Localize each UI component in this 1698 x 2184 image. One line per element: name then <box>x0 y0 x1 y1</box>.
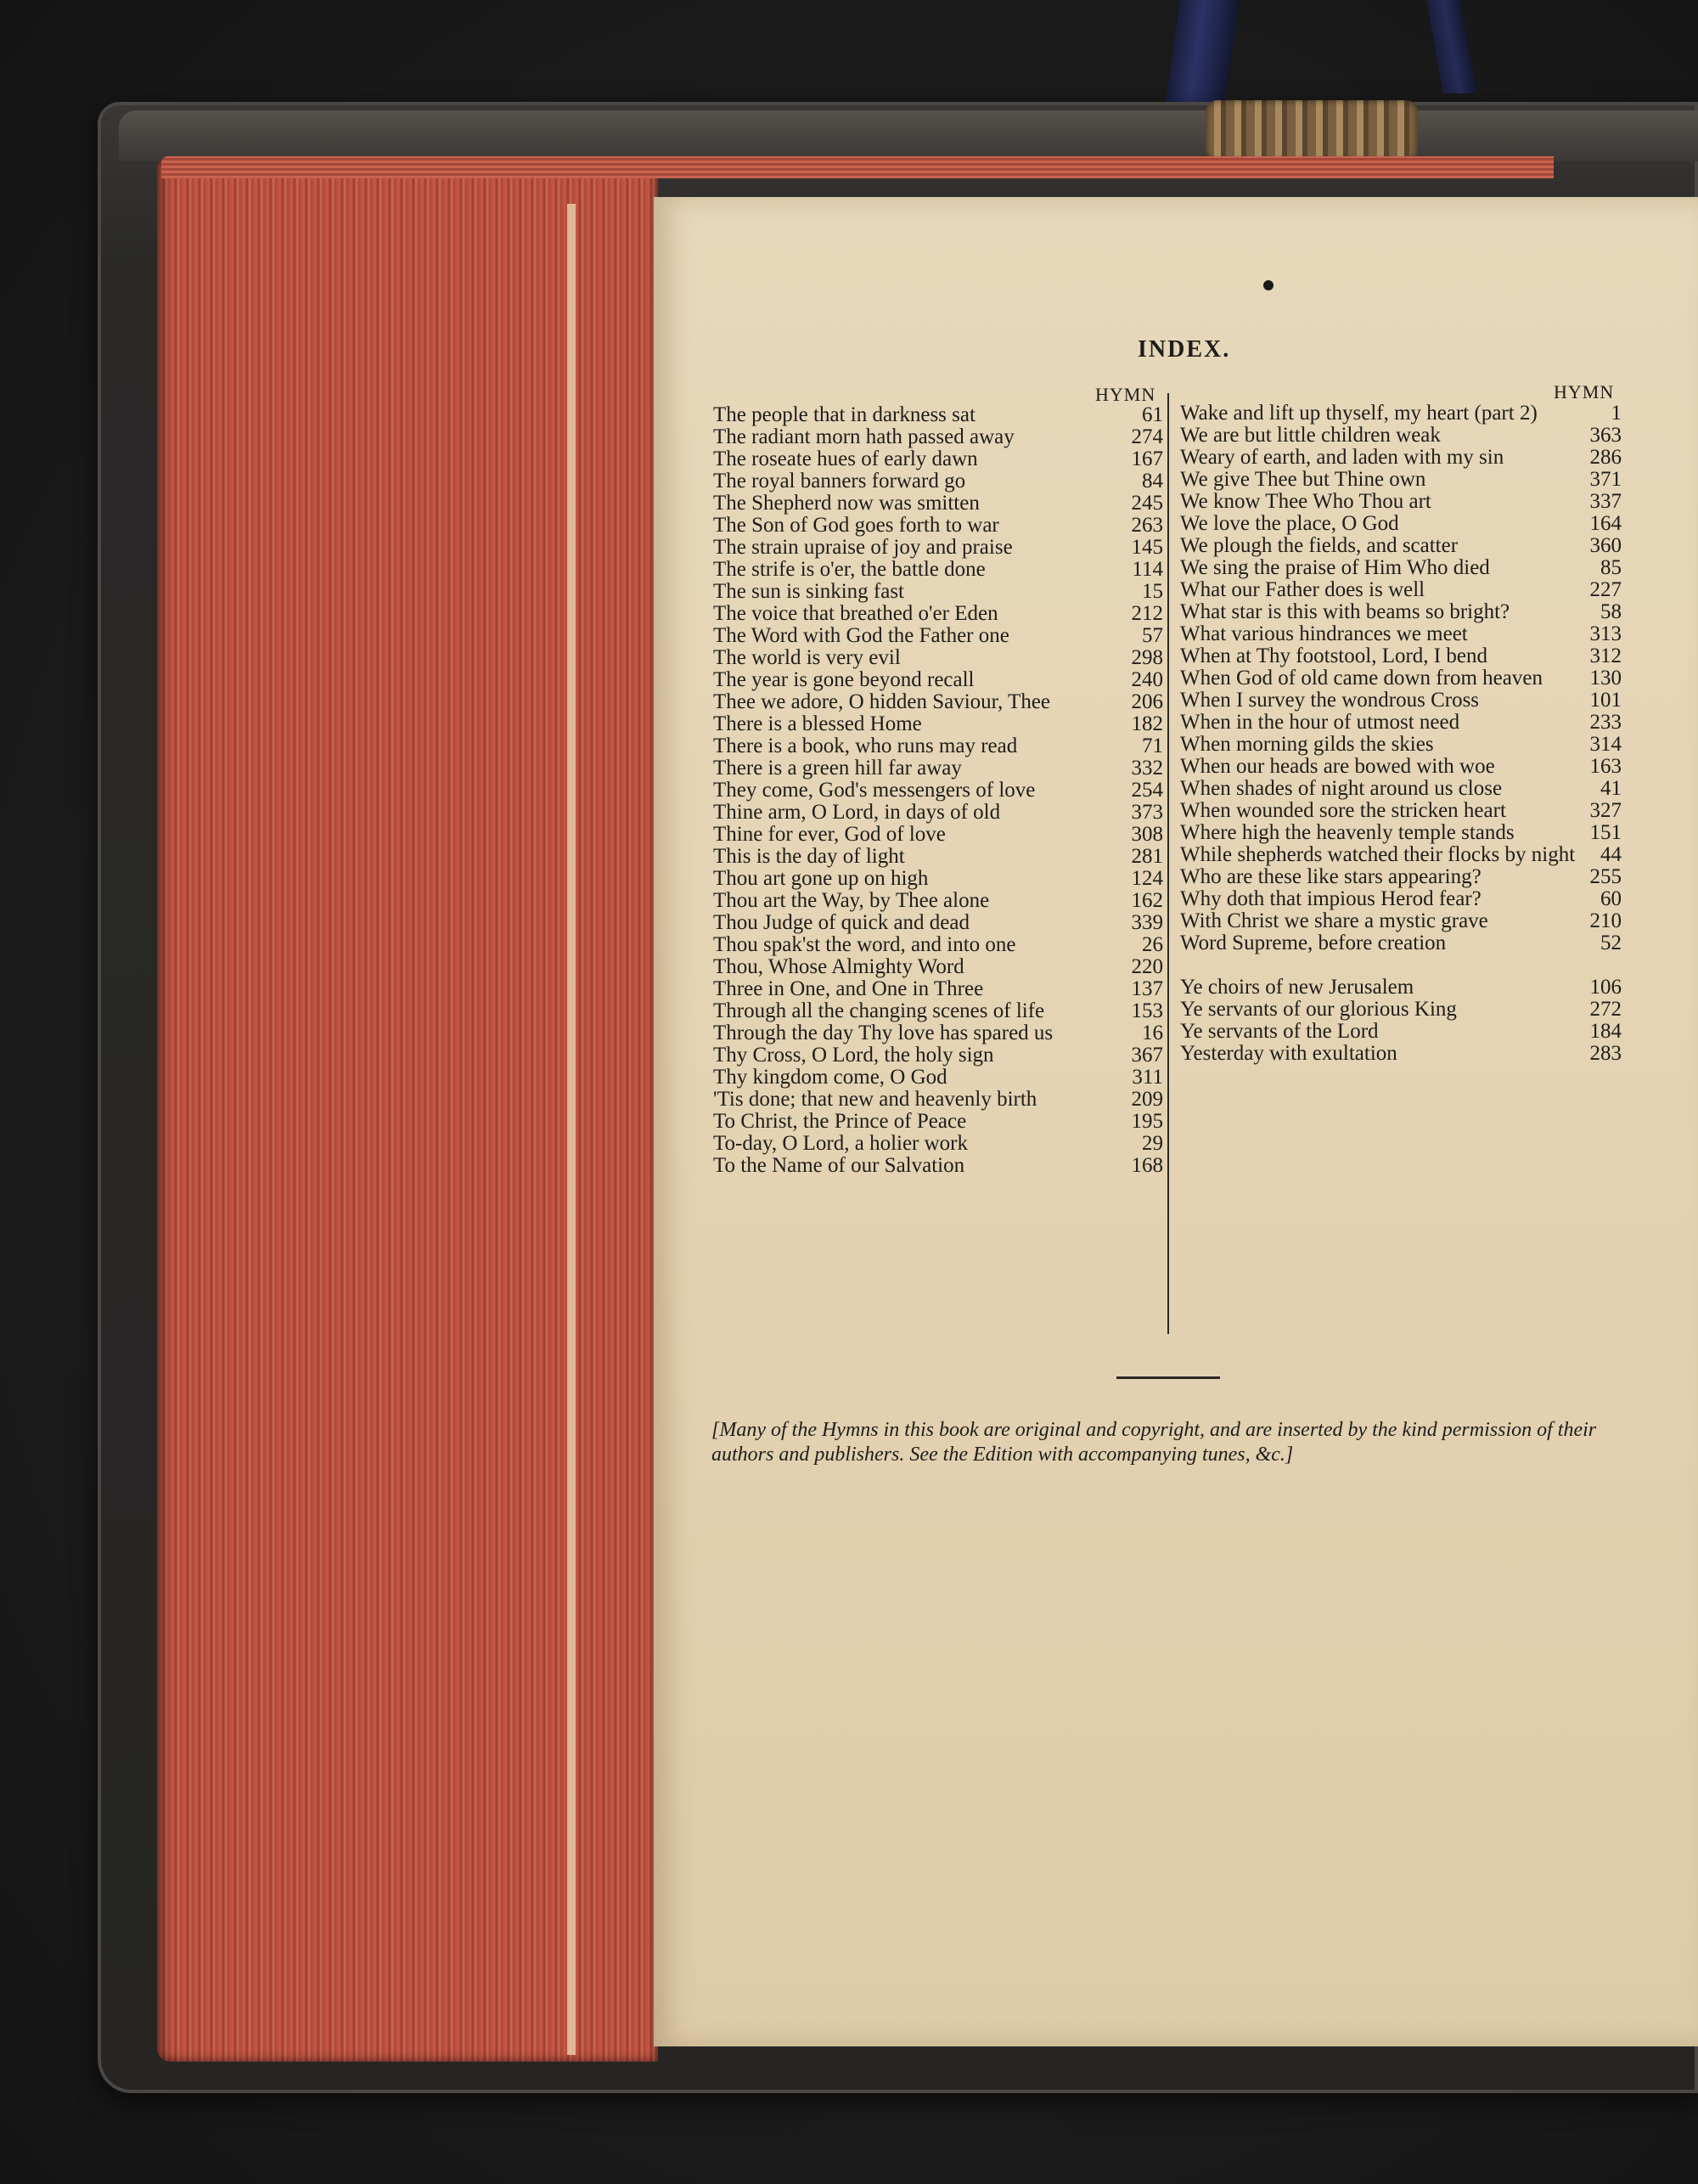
hymn-number: 332 <box>1131 757 1163 780</box>
hymn-title: They come, God's messengers of love <box>713 779 1036 802</box>
hymn-number: 151 <box>1589 821 1622 844</box>
footnote: [Many of the Hymns in this book are original and copyright, and are inserted by the kind permission of their authors and publishers. See the Edition with accompanying tunes, &c.] <box>711 1419 1597 1466</box>
hymn-title: The Son of God goes forth to war <box>713 514 999 537</box>
index-entry <box>713 404 1163 426</box>
hymn-number: 274 <box>1131 425 1163 448</box>
column-divider <box>1167 393 1169 1334</box>
index-entry <box>1180 557 1622 579</box>
hymn-number: 337 <box>1589 490 1622 513</box>
hymn-title: Where high the heavenly temple stands <box>1180 821 1515 844</box>
hymn-number: 184 <box>1589 1020 1622 1043</box>
index-entry <box>1180 844 1622 866</box>
hymn-number: 29 <box>1142 1132 1163 1155</box>
index-entry <box>713 1000 1163 1022</box>
hymn-number: 162 <box>1131 889 1163 912</box>
hymn-title: What various hindrances we meet <box>1180 622 1468 645</box>
hymn-number: 163 <box>1589 755 1622 778</box>
hymn-number: 298 <box>1131 646 1163 669</box>
book-spine-top <box>119 110 1698 161</box>
hymn-title: The royal banners forward go <box>713 470 966 493</box>
hymn-title: 'Tis done; that new and heavenly birth <box>713 1088 1037 1111</box>
index-entry <box>713 956 1163 978</box>
hymn-number: 153 <box>1131 999 1163 1022</box>
hymn-number: 164 <box>1589 512 1622 535</box>
index-entry <box>713 426 1163 448</box>
hymn-title: To the Name of our Salvation <box>713 1154 965 1177</box>
hymn-number: 227 <box>1589 578 1622 601</box>
index-entry <box>1180 601 1622 623</box>
hymn-title: We plough the fields, and scatter <box>1180 534 1459 557</box>
hymn-title: Thine for ever, God of love <box>713 823 946 846</box>
hymn-title: When shades of night around us close <box>1180 777 1503 800</box>
hymn-title: The world is very evil <box>713 646 901 669</box>
index-entry <box>713 669 1163 691</box>
hymn-title: Thou art gone up on high <box>713 867 929 890</box>
hymn-title: We are but little children weak <box>1180 424 1441 447</box>
hymn-title: When morning gilds the skies <box>1180 733 1434 756</box>
hymn-number: 255 <box>1589 865 1622 888</box>
hymn-title: Thee we adore, O hidden Saviour, Thee <box>713 690 1051 713</box>
hymn-number: 311 <box>1132 1066 1163 1089</box>
index-column-right <box>1180 402 1622 1065</box>
index-entry <box>1180 778 1622 800</box>
index-entry <box>1180 579 1622 601</box>
index-entry <box>713 824 1163 846</box>
hymn-title: Why doth that impious Herod fear? <box>1180 887 1482 910</box>
hymn-title: To Christ, the Prince of Peace <box>713 1110 967 1133</box>
hymn-number: 314 <box>1589 733 1622 756</box>
hymn-number: 245 <box>1131 492 1163 515</box>
index-entry <box>1180 469 1622 491</box>
index-entry <box>1180 977 1622 999</box>
index-entry <box>713 868 1163 890</box>
hymn-number: 212 <box>1131 602 1163 625</box>
hymn-title: What star is this with beams so bright? <box>1180 600 1510 623</box>
hymn-title: Word Supreme, before creation <box>1180 932 1447 954</box>
hymn-column-header-right: HYMN <box>1554 381 1615 402</box>
hymn-title: We know Thee Who Thou art <box>1180 490 1431 513</box>
index-entry <box>1180 932 1622 954</box>
index-entry <box>1180 513 1622 535</box>
index-entry <box>713 647 1163 669</box>
hymn-number: 339 <box>1131 911 1163 934</box>
page-edge-highlight <box>567 204 576 2055</box>
hymn-title: When wounded sore the stricken heart <box>1180 799 1506 822</box>
section-rule <box>1116 1376 1220 1379</box>
hymn-number: 281 <box>1131 845 1163 868</box>
hymn-title: The roseate hues of early dawn <box>713 447 978 470</box>
hymn-number: 312 <box>1589 645 1622 667</box>
index-entry <box>713 515 1163 537</box>
hymn-number: 313 <box>1589 622 1622 645</box>
index-entry <box>1180 690 1622 712</box>
hymn-number: 167 <box>1131 447 1163 470</box>
hymn-number: 363 <box>1589 424 1622 447</box>
index-entry <box>1180 910 1622 932</box>
hymn-number: 286 <box>1589 446 1622 469</box>
hymn-number: 85 <box>1600 556 1622 579</box>
hymn-title: Wake and lift up thyself, my heart (part 2) <box>1180 402 1538 425</box>
index-entry <box>713 934 1163 956</box>
index-entry <box>713 757 1163 780</box>
hymn-number: 327 <box>1589 799 1622 822</box>
hymn-title: To-day, O Lord, a holier work <box>713 1132 969 1155</box>
hymn-number: 130 <box>1589 667 1622 690</box>
hymn-title: This is the day of light <box>713 845 905 868</box>
hymn-number: 308 <box>1131 823 1163 846</box>
index-entry <box>713 978 1163 1000</box>
hymn-number: 240 <box>1131 668 1163 691</box>
hymn-number: 182 <box>1131 712 1163 735</box>
hymn-title: The strain upraise of joy and praise <box>713 536 1013 559</box>
hymn-number: 220 <box>1131 955 1163 978</box>
hymn-title: Through the day Thy love has spared us <box>713 1022 1054 1044</box>
hymn-title: The Shepherd now was smitten <box>713 492 980 515</box>
hymn-title: The Word with God the Father one <box>713 624 1009 647</box>
hymn-number: 283 <box>1589 1042 1622 1065</box>
hymn-title: Thy Cross, O Lord, the holy sign <box>713 1044 994 1067</box>
hymn-title: The people that in darkness sat <box>713 403 976 426</box>
hymn-title: Yesterday with exultation <box>1180 1042 1397 1065</box>
hymn-number: 71 <box>1142 735 1163 757</box>
index-entry <box>1180 999 1622 1021</box>
hymn-number: 15 <box>1142 580 1163 603</box>
index-entry <box>1180 734 1622 756</box>
index-entry <box>1180 822 1622 844</box>
hymn-title: The strife is o'er, the battle done <box>713 558 986 581</box>
index-entry <box>1180 756 1622 778</box>
index-entry <box>1180 645 1622 667</box>
hymn-title: With Christ we share a mystic grave <box>1180 909 1488 932</box>
hymn-title: Through all the changing scenes of life <box>713 999 1045 1022</box>
hymn-number: 371 <box>1589 468 1622 491</box>
hymn-number: 84 <box>1142 470 1163 493</box>
index-entry <box>713 890 1163 912</box>
index-entry <box>713 735 1163 757</box>
hymn-number: 60 <box>1600 887 1622 910</box>
hymn-number: 206 <box>1131 690 1163 713</box>
index-entry <box>713 846 1163 868</box>
hymn-number: 16 <box>1142 1022 1163 1044</box>
index-entry <box>1180 535 1622 557</box>
index-entry <box>1180 1043 1622 1065</box>
index-entry <box>713 1089 1163 1111</box>
index-entry <box>1180 866 1622 888</box>
index-entry <box>1180 491 1622 513</box>
red-page-edges-top <box>161 156 1554 178</box>
hymn-number: 209 <box>1131 1088 1163 1111</box>
hymn-number: 137 <box>1131 977 1163 1000</box>
hymn-number: 26 <box>1142 933 1163 956</box>
hymn-number: 195 <box>1131 1110 1163 1133</box>
index-entry <box>713 581 1163 603</box>
index-entry <box>713 912 1163 934</box>
hymn-title: When at Thy footstool, Lord, I bend <box>1180 645 1487 667</box>
hymn-number: 233 <box>1589 711 1622 734</box>
hymn-number: 360 <box>1589 534 1622 557</box>
index-entry <box>713 1067 1163 1089</box>
hymn-number: 168 <box>1131 1154 1163 1177</box>
hymn-title: There is a book, who runs may read <box>713 735 1018 757</box>
hymn-title: Ye servants of our glorious King <box>1180 998 1457 1021</box>
hymn-title: We love the place, O God <box>1180 512 1399 535</box>
index-entry <box>713 559 1163 581</box>
hymn-title: The sun is sinking fast <box>713 580 904 603</box>
hymn-number: 101 <box>1589 689 1622 712</box>
hymn-title: Thou Judge of quick and dead <box>713 911 970 934</box>
red-page-edges <box>157 160 658 2062</box>
hymn-title: There is a blessed Home <box>713 712 922 735</box>
index-entry <box>713 802 1163 824</box>
index-column-left <box>713 404 1163 1177</box>
hymn-title: We give Thee but Thine own <box>1180 468 1426 491</box>
index-entry <box>1180 402 1622 425</box>
hymn-title: The year is gone beyond recall <box>713 668 975 691</box>
hymn-title: When I survey the wondrous Cross <box>1180 689 1480 712</box>
page-title: INDEX. <box>1138 336 1231 363</box>
hymn-number: 254 <box>1131 779 1163 802</box>
hymn-title: When our heads are bowed with woe <box>1180 755 1495 778</box>
hymn-number: 61 <box>1142 403 1163 426</box>
hymn-number: 58 <box>1600 600 1622 623</box>
index-entry <box>1180 667 1622 690</box>
index-entry <box>713 537 1163 559</box>
index-entry <box>713 1022 1163 1044</box>
hymn-number: 124 <box>1131 867 1163 890</box>
index-entry <box>1180 800 1622 822</box>
index-entry <box>713 1044 1163 1067</box>
hymn-number: 57 <box>1142 624 1163 647</box>
index-entry <box>1180 712 1622 734</box>
hymn-title: Who are these like stars appearing? <box>1180 865 1482 888</box>
index-entry <box>713 493 1163 515</box>
hymn-title: What our Father does is well <box>1180 578 1425 601</box>
hymn-title: While shepherds watched their flocks by night <box>1180 843 1576 866</box>
hymn-title: Three in One, and One in Three <box>713 977 984 1000</box>
hymn-number: 52 <box>1600 932 1622 954</box>
hymn-title: There is a green hill far away <box>713 757 962 780</box>
hymn-number: 44 <box>1600 843 1622 866</box>
hymn-number: 106 <box>1589 976 1622 999</box>
hymn-title: Ye servants of the Lord <box>1180 1020 1379 1043</box>
hymn-title: We sing the praise of Him Who died <box>1180 556 1490 579</box>
hymn-number: 367 <box>1131 1044 1163 1067</box>
hymn-title: When in the hour of utmost need <box>1180 711 1460 734</box>
index-entry <box>713 1133 1163 1155</box>
book-clasp <box>1206 100 1418 161</box>
hymn-title: Thou art the Way, by Thee alone <box>713 889 990 912</box>
hymn-column-header-left: HYMN <box>1095 384 1156 405</box>
index-entry <box>1180 425 1622 447</box>
hymn-title: Ye choirs of new Jerusalem <box>1180 976 1414 999</box>
index-entry <box>713 625 1163 647</box>
hymn-number: 145 <box>1131 536 1163 559</box>
index-entry <box>713 780 1163 802</box>
hymn-title: Thou, Whose Almighty Word <box>713 955 964 978</box>
hymn-title: Thy kingdom come, O God <box>713 1066 947 1089</box>
index-entry <box>713 603 1163 625</box>
index-entry <box>713 448 1163 470</box>
hymn-number: 373 <box>1131 801 1163 824</box>
index-entry <box>713 470 1163 493</box>
hymn-title: Thou spak'st the word, and into one <box>713 933 1016 956</box>
letter-group-gap <box>1180 954 1622 977</box>
hymn-number: 1 <box>1611 402 1622 425</box>
hymn-title: The voice that breathed o'er Eden <box>713 602 998 625</box>
index-entry <box>713 713 1163 735</box>
index-entry <box>1180 447 1622 469</box>
index-entry <box>713 1155 1163 1177</box>
index-entry <box>1180 888 1622 910</box>
hymn-title: Thine arm, O Lord, in days of old <box>713 801 1001 824</box>
hymn-number: 210 <box>1589 909 1622 932</box>
hymn-title: Weary of earth, and laden with my sin <box>1180 446 1504 469</box>
hymn-number: 114 <box>1132 558 1163 581</box>
ink-dot <box>1263 280 1274 290</box>
hymn-title: The radiant morn hath passed away <box>713 425 1015 448</box>
index-entry <box>713 1111 1163 1133</box>
index-entry <box>713 691 1163 713</box>
index-entry <box>1180 1021 1622 1043</box>
hymn-number: 272 <box>1589 998 1622 1021</box>
hymn-title: When God of old came down from heaven <box>1180 667 1543 690</box>
hymn-number: 41 <box>1600 777 1622 800</box>
hymn-number: 263 <box>1131 514 1163 537</box>
index-entry <box>1180 623 1622 645</box>
